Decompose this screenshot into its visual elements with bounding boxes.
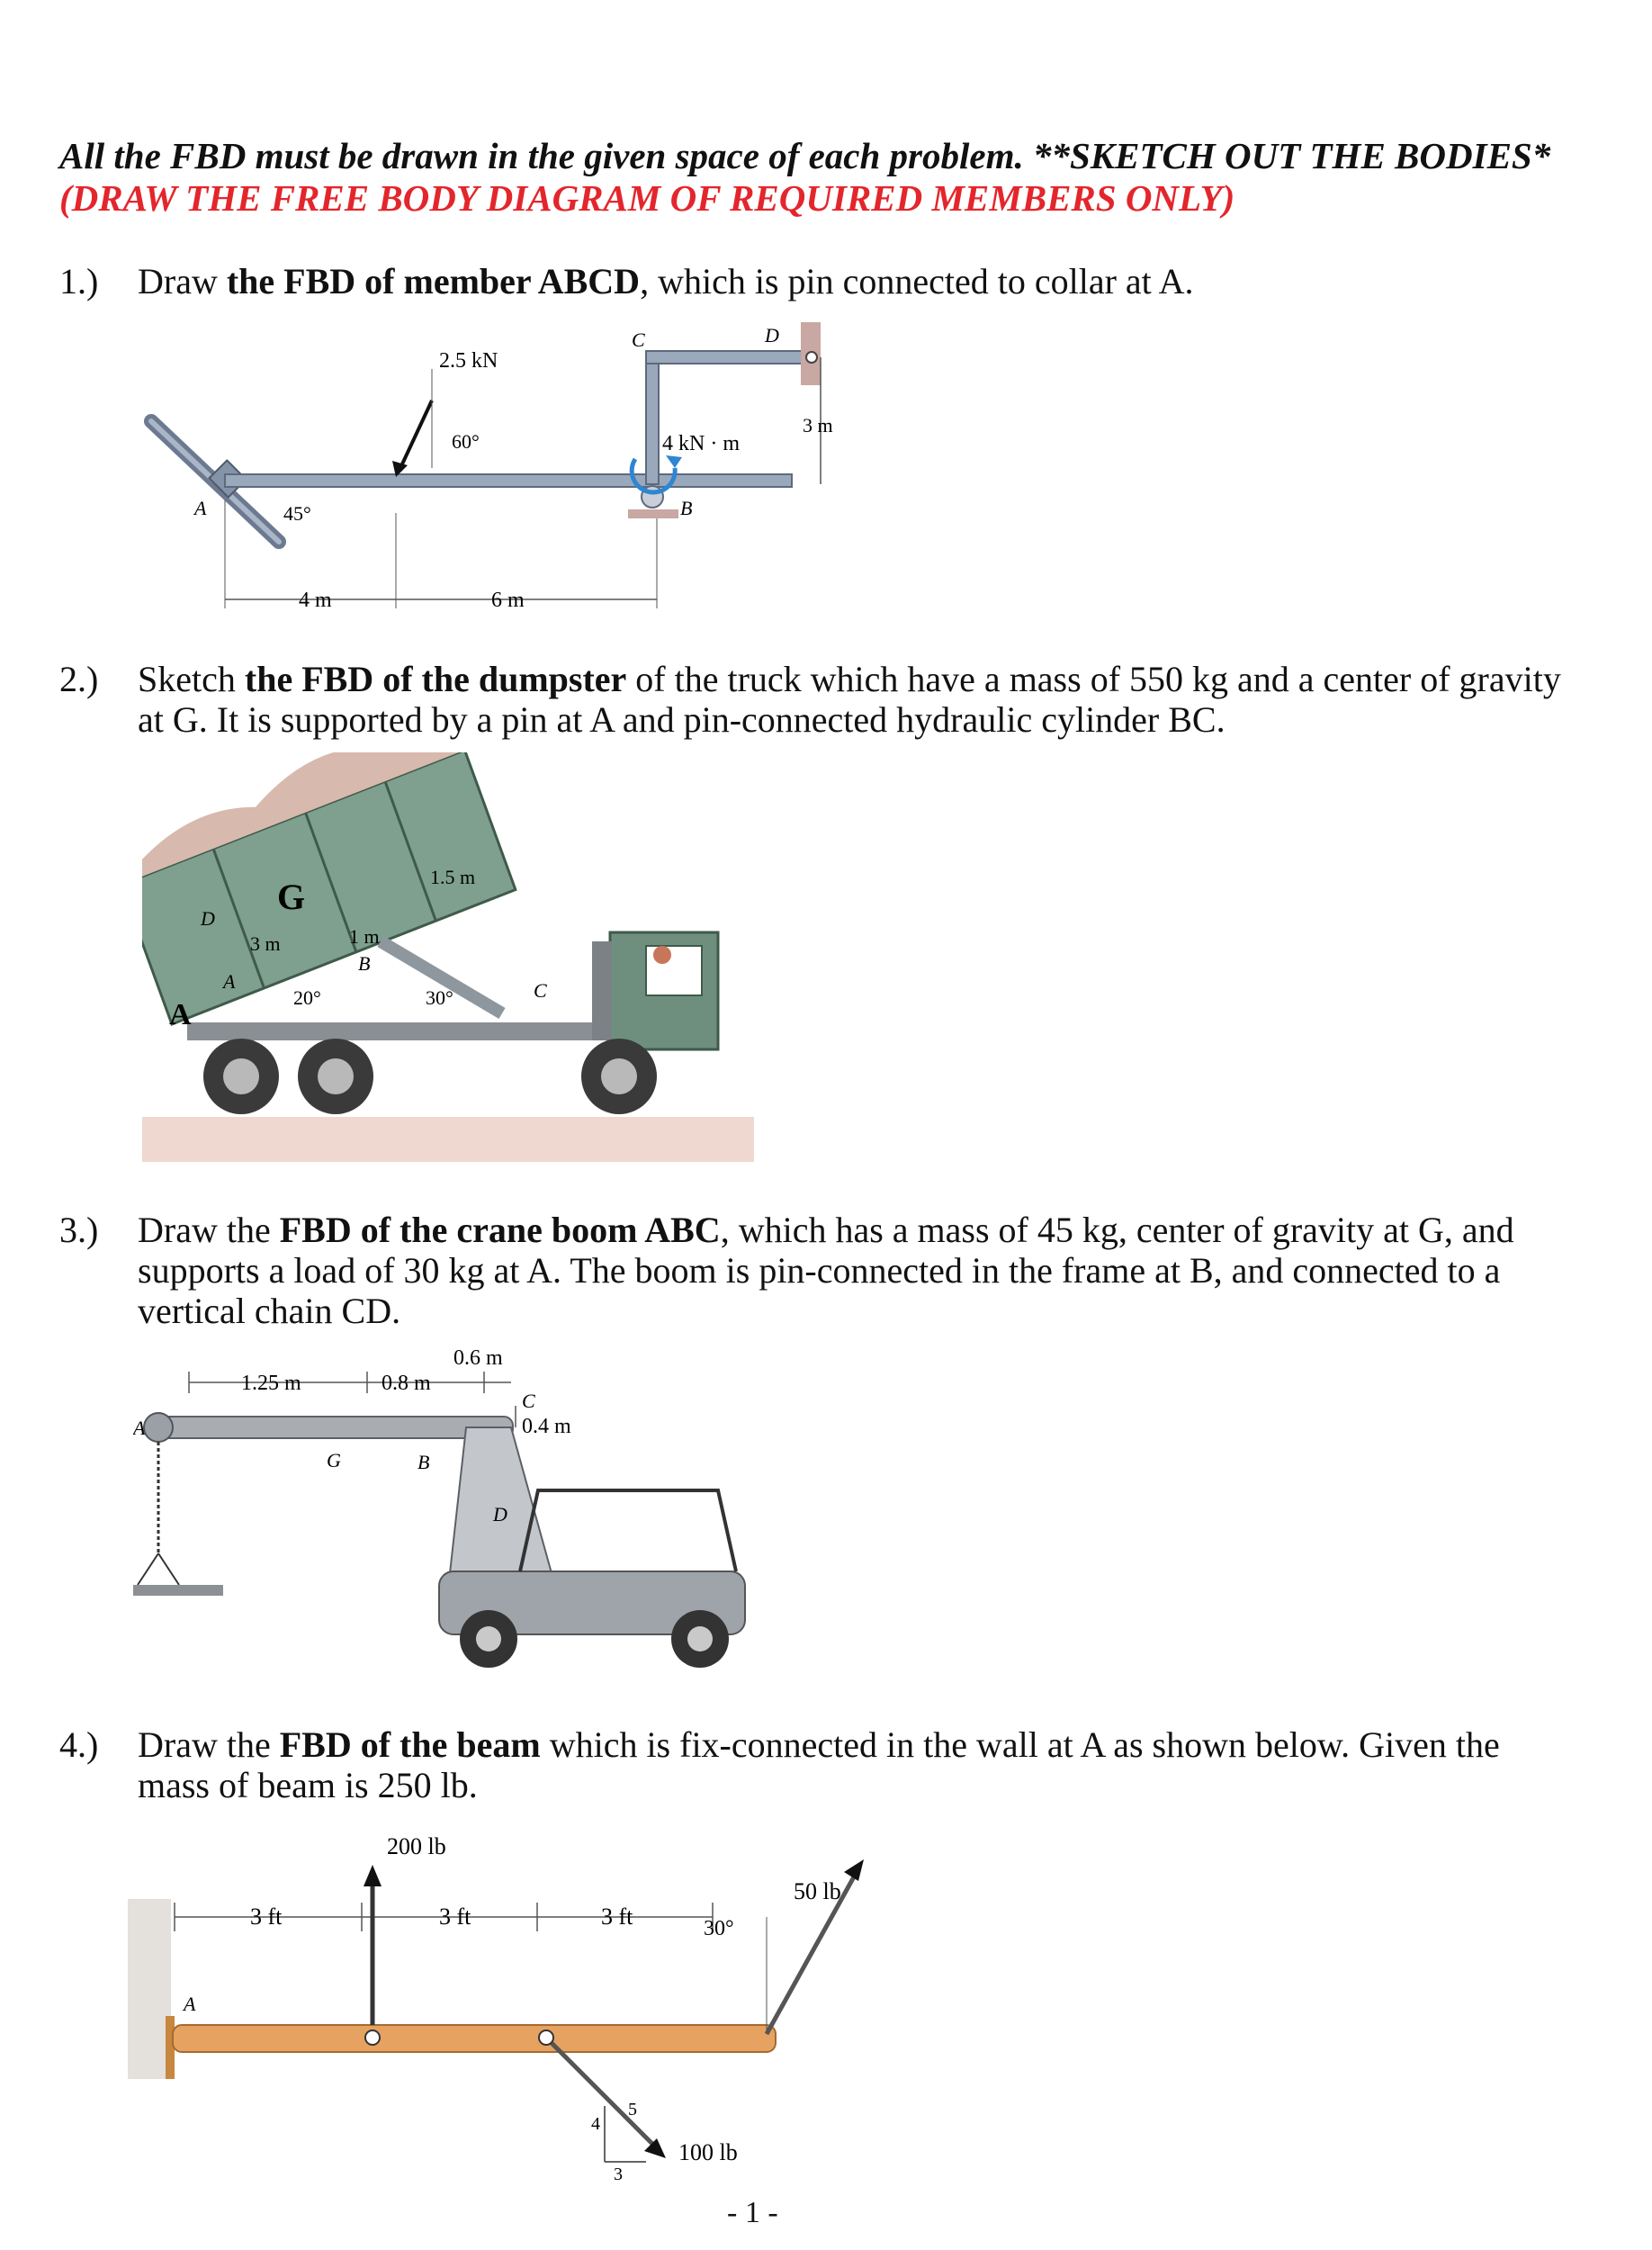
label-g: G: [327, 1449, 341, 1472]
label-d: D: [201, 907, 215, 930]
label-a: A: [194, 497, 207, 519]
dim-1-5m: 1.5 m: [430, 866, 476, 888]
label-d: D: [493, 1503, 507, 1526]
label-c: C: [632, 328, 645, 351]
force-angle: 60°: [452, 430, 480, 453]
dim-label-2: 6 m: [491, 589, 525, 612]
label-b: B: [417, 1451, 430, 1473]
figure-dump-truck: [142, 752, 754, 1166]
problem-number: 2.): [59, 659, 99, 699]
problem-text: Draw the FBD of member ABCD, which is pin connected to collar at A.: [138, 261, 1194, 302]
problem-2: [59, 659, 1607, 744]
dim-1m: 1 m: [349, 925, 380, 948]
dim-3ft-2: 3 ft: [439, 1904, 471, 1930]
dim-3m: 3 m: [250, 932, 281, 955]
dim-0-4: 0.4 m: [522, 1415, 571, 1438]
dim-3ft-3: 3 ft: [601, 1904, 633, 1930]
figure-beam: [128, 1809, 920, 2187]
label-a: A: [133, 1417, 146, 1439]
label-g: G: [277, 877, 306, 917]
figure-crane: [133, 1337, 799, 1697]
problem-number: 1.): [59, 261, 99, 302]
figure-member-abcd: [135, 306, 873, 639]
instruction-line-1: All the FBD must be drawn in the given space of each problem. **SKETCH OUT THE BODIES*: [59, 135, 1551, 176]
problem-4: [59, 1724, 1607, 1810]
angle-30: 30°: [426, 986, 453, 1009]
label-d: D: [765, 324, 779, 346]
slope-4: 4: [591, 2114, 600, 2134]
label-b: B: [358, 952, 371, 975]
problem-number: 4.): [59, 1724, 99, 1765]
height-label: 3 m: [803, 414, 833, 436]
problem-text: Draw the FBD of the crane boom ABC, which has a mass of 45 kg, center of gravity at G, and supports a load of 30 kg at A. The boom is pin-connected in the frame at B, and connected to a vertical chain CD.: [138, 1210, 1514, 1331]
slope-5: 5: [628, 2100, 637, 2120]
dim-3ft-1: 3 ft: [250, 1904, 283, 1930]
dim-1-25: 1.25 m: [241, 1372, 301, 1395]
label-a: A: [184, 1993, 196, 2015]
force-50: 50 lb: [794, 1878, 841, 1904]
dim-label-1: 4 m: [299, 589, 332, 612]
problem-3: [59, 1210, 1607, 1336]
slope-3: 3: [614, 2164, 623, 2184]
angle-30: 30°: [704, 1917, 734, 1940]
moment-label: 4 kN · m: [662, 432, 740, 455]
instruction-line-2: (DRAW THE FREE BODY DIAGRAM OF REQUIRED MEMBERS ONLY): [59, 177, 1235, 219]
label-b: B: [680, 497, 693, 519]
angle-20: 20°: [293, 986, 321, 1009]
dim-0-6: 0.6 m: [453, 1346, 503, 1370]
label-a: A: [223, 970, 236, 993]
force-200: 200 lb: [387, 1833, 446, 1859]
dim-0-8: 0.8 m: [382, 1372, 431, 1395]
force-100: 100 lb: [678, 2139, 738, 2165]
force-label: 2.5 kN: [439, 349, 498, 373]
problem-number: 3.): [59, 1210, 99, 1250]
problem-1: [59, 261, 1607, 306]
problem-text: Sketch the FBD of the dumpster of the truck which have a mass of 550 kg and a center of gravity at G. It is supported by a pin at A and pin-connected hydraulic cylinder BC.: [138, 659, 1561, 740]
page-number: - 1 -: [727, 2196, 778, 2229]
collar-angle: 45°: [283, 502, 311, 525]
label-c: C: [522, 1390, 535, 1412]
label-c: C: [534, 979, 547, 1002]
label-a-bold: A: [169, 998, 192, 1031]
problem-text: Draw the FBD of the beam which is fix-connected in the wall at A as shown below. Given the mass of beam is 250 lb.: [138, 1724, 1500, 1805]
